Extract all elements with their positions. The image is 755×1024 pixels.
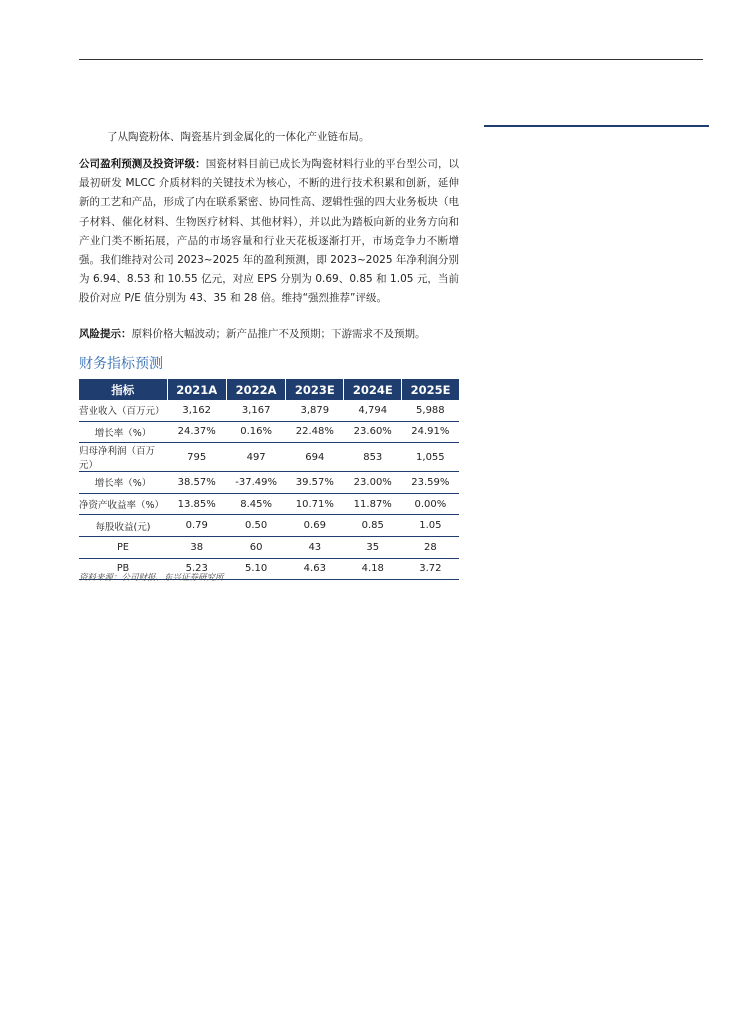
- table-cell: 694: [286, 443, 344, 472]
- table-cell: 3.72: [402, 558, 459, 580]
- table-cell: 3,167: [226, 400, 285, 421]
- table-cell: 0.85: [344, 515, 402, 537]
- table-cell: 0.50: [226, 515, 285, 537]
- row-label: PB: [79, 558, 167, 580]
- table-row: [79, 421, 459, 443]
- table-row: [79, 493, 459, 515]
- table-cell: 8.45%: [226, 493, 285, 515]
- table-cell: 4,794: [344, 400, 402, 421]
- table-cell: 43: [286, 536, 344, 558]
- header-cell: 2022A: [226, 379, 285, 400]
- table-cell: 38: [167, 536, 226, 558]
- table-cell: 4.18: [344, 558, 402, 580]
- table-cell: 24.91%: [402, 421, 459, 443]
- table-cell: -37.49%: [226, 472, 285, 494]
- financial-forecast-table: [79, 379, 459, 580]
- table-cell: 28: [402, 536, 459, 558]
- row-label: 归母净利润（百万元）: [79, 443, 167, 472]
- row-label: PE: [79, 536, 167, 558]
- table-cell: 5.10: [226, 558, 285, 580]
- row-label: 营业收入（百万元）: [79, 400, 167, 421]
- table-row: [79, 443, 459, 472]
- header-cell: 2024E: [344, 379, 402, 400]
- row-label: 增长率（%）: [79, 472, 167, 494]
- risk-body: 原料价格大幅波动；新产品推广不及预期；下游需求不及预期。: [131, 328, 426, 340]
- table-cell: 4.63: [286, 558, 344, 580]
- table-cell: 795: [167, 443, 226, 472]
- table-cell: 23.00%: [344, 472, 402, 494]
- intro-paragraph: 了从陶瓷粉体、陶瓷基片到金属化的一体化产业链布局。: [107, 131, 370, 143]
- row-label: 增长率（%）: [79, 421, 167, 443]
- table-cell: 24.37%: [167, 421, 226, 443]
- header-cell: 2021A: [167, 379, 226, 400]
- table-row: [79, 472, 459, 494]
- row-label: 净资产收益率（%）: [79, 493, 167, 515]
- header-cell: 2025E: [402, 379, 459, 400]
- table-cell: 3,162: [167, 400, 226, 421]
- table-cell: 3,879: [286, 400, 344, 421]
- table-cell: 38.57%: [167, 472, 226, 494]
- table-cell: 23.60%: [344, 421, 402, 443]
- table-cell: 0.00%: [402, 493, 459, 515]
- risk-lead: 风险提示：: [79, 328, 132, 340]
- table-cell: 35: [344, 536, 402, 558]
- rating-paragraph: [79, 155, 459, 309]
- table-cell: 60: [226, 536, 285, 558]
- table-cell: 0.79: [167, 515, 226, 537]
- table-row: [79, 515, 459, 537]
- table-cell: 10.71%: [286, 493, 344, 515]
- table-cell: 11.87%: [344, 493, 402, 515]
- header-rule: [79, 59, 703, 60]
- table-cell: 1,055: [402, 443, 459, 472]
- table-row: [79, 400, 459, 421]
- header-cell: 指标: [79, 379, 167, 400]
- section-title: 财务指标预测: [79, 356, 163, 372]
- table-cell: 0.69: [286, 515, 344, 537]
- rating-lead: 公司盈利预测及投资评级：: [79, 158, 206, 170]
- table-cell: 13.85%: [167, 493, 226, 515]
- table-cell: 5.23: [167, 558, 226, 580]
- row-label: 每股收益(元): [79, 515, 167, 537]
- table-cell: 853: [344, 443, 402, 472]
- rating-body: 国瓷材料目前已成长为陶瓷材料行业的平台型公司，以最初研发 MLCC 介质材料的关键技术为核心，不断的进行技术积累和创新，延伸新的工艺和产品，形成了内在联系紧密、协同性高、逻辑性强的四大业务板块（电子材料、催化材料、生物医疗材料、其他材料），并以此为踏板向新的业务方向和产业门类不断拓展，产品的市场容量和行业天花板逐渐打开，市场竞争力不断增强。我们维持对公司 2023~2025 年的盈利预测，即 2023~2025 年净利润分别为 6.94、8.53 和 10.55 亿元，对应 EPS 分别为 0.69、0.85 和 1.05 元，当前股价对应 P/E 值分别为 43、35 和 28 倍。维持“强烈推荐”评级。: [79, 158, 460, 305]
- table-cell: 39.57%: [286, 472, 344, 494]
- table-cell: 0.16%: [226, 421, 285, 443]
- source-note: 资料来源：公司财报、东兴证券研究所: [79, 573, 224, 583]
- risk-paragraph: [79, 325, 459, 344]
- table-cell: 22.48%: [286, 421, 344, 443]
- table-cell: 23.59%: [402, 472, 459, 494]
- header-cell: 2023E: [286, 379, 344, 400]
- sidebar-rule: [484, 125, 709, 127]
- table-cell: 497: [226, 443, 285, 472]
- table-row: [79, 536, 459, 558]
- table-cell: 1.05: [402, 515, 459, 537]
- table-header-row: [79, 379, 459, 400]
- table-cell: 5,988: [402, 400, 459, 421]
